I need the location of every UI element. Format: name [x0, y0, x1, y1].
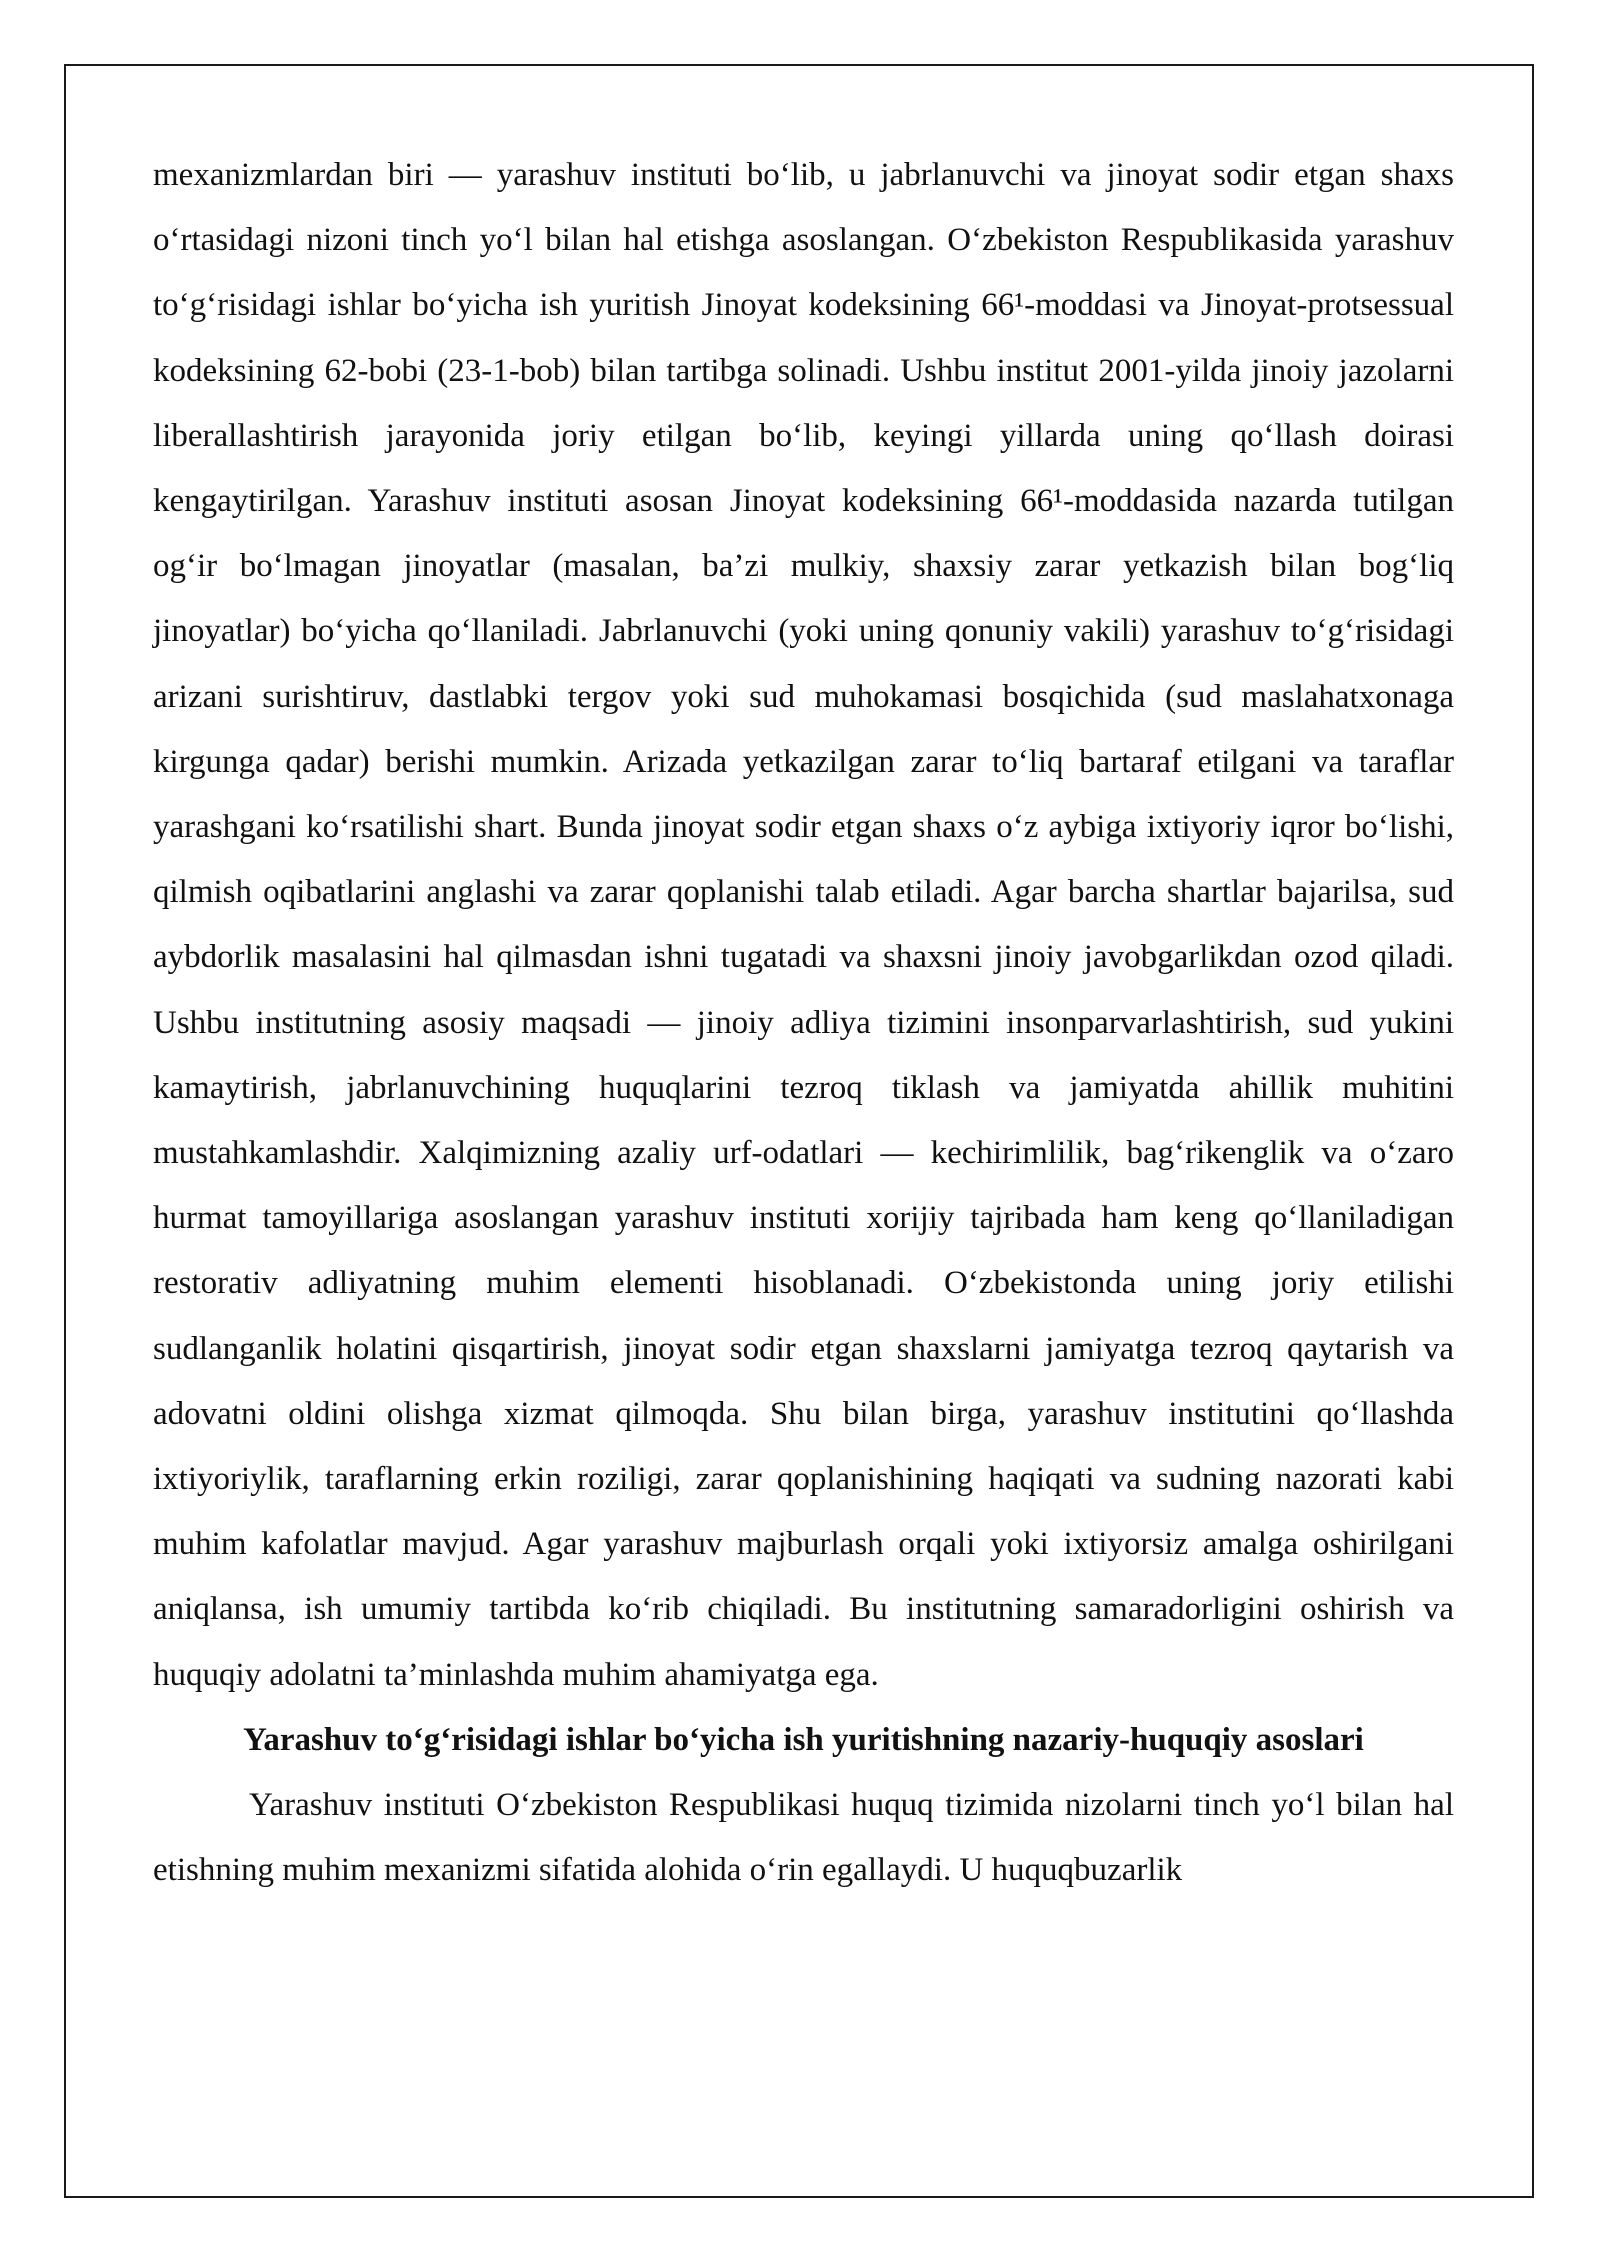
document-body — [153, 143, 1454, 1903]
section-heading: Yarashuv to‘g‘risidagi ishlar bo‘yicha ish yuritishning nazariy-huquqiy asoslari — [243, 1721, 1364, 1758]
body-paragraph: mexanizmlardan biri — yarashuv instituti bo‘lib, u jabrlanuvchi va jinoyat sodir etgan shaxs o‘rtasidagi nizoni tinch yo‘l bilan hal etishga asoslangan. O‘zbekiston Respublikasida yarashuv to‘g‘risidagi ishlar bo‘yicha ish yuritish Jinoyat kodeksining 66¹-moddasi va Jinoyat-protsessual kodeksining 62-bobi (23-1-bob) bilan tartibga solinadi. Ushbu institut 2001-yilda jinoiy jazolarni liberallashtirish jarayonida joriy etilgan bo‘lib, keyingi yillarda uning qo‘llash doirasi kengaytirilgan. Yarashuv instituti asosan Jinoyat kodeksining 66¹-moddasida nazarda tutilgan og‘ir bo‘lmagan jinoyatlar (masalan, ba’zi mulkiy, shaxsiy zarar yetkazish bilan bog‘liq jinoyatlar) bo‘yicha qo‘llaniladi. Jabrlanuvchi (yoki uning qonuniy vakili) yarashuv to‘g‘risidagi arizani surishtiruv, dastlabki tergov yoki sud muhokamasi bosqichida (sud maslahatxonaga kirgunga qadar) berishi mumkin. Arizada yetkazilgan zarar to‘liq bartaraf etilgani va taraflar yarashgani ko‘rsatilishi shart. Bunda jinoyat sodir etgan shaxs o‘z aybiga ixtiyoriy iqror bo‘lishi, qilmish oqibatlarini anglashi va zarar qoplanishi talab etiladi. Agar barcha shartlar bajarilsa, sud aybdorlik masalasini hal qilmasdan ishni tugatadi va shaxsni jinoiy javobgarlikdan ozod qiladi. Ushbu institutning asosiy maqsadi — jinoiy adliya tizimini insonparvarlashtirish, sud yukini kamaytirish, jabrlanuvchining huquqlarini tezroq tiklash va jamiyatda ahillik muhitini mustahkamlashdir. Xalqimizning azaliy urf-odatlari — kechirimlilik, bag‘rikenglik va o‘zaro hurmat tamoyillariga asoslangan yarashuv instituti xorijiy tajribada ham keng qo‘llaniladigan restorativ adliyatning muhim elementi hisoblanadi. O‘zbekistonda uning joriy etilishi sudlanganlik holatini qisqartirish, jinoyat sodir etgan shaxslarni jamiyatga tezroq qaytarish va adovatni oldini olishga xizmat qilmoqda. Shu bilan birga, yarashuv institutini qo‘llashda ixtiyoriylik, taraflarning erkin roziligi, zarar qoplanishining haqiqati va sudning nazorati kabi muhim kafolatlar mavjud. Agar yarashuv majburlash orqali yoki ixtiyorsiz amalga oshirilgani aniqlansa, ish umumiy tartibda ko‘rib chiqiladi. Bu institutning samaradorligini oshirish va huquqiy adolatni ta’minlashda muhim ahamiyatga ega. — [153, 157, 1454, 1693]
body-paragraph-continued: Yarashuv instituti O‘zbekiston Respublikasi huquq tizimida nizolarni tinch yo‘l bilan hal etishning muhim mexanizmi sifatida alohida o‘rin egallaydi. U huquqbuzarlik — [153, 1787, 1454, 1889]
